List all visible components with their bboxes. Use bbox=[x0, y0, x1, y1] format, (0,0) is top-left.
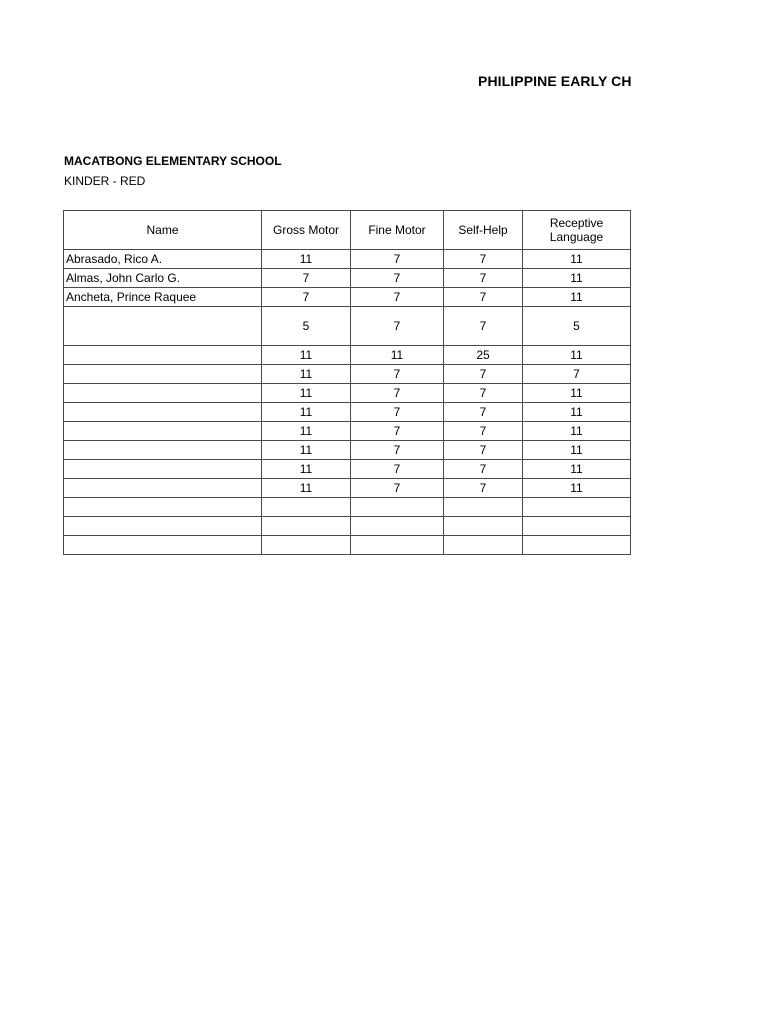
table-body bbox=[64, 250, 631, 555]
cell-receptive-language[interactable]: 11 bbox=[523, 422, 631, 441]
cell-receptive-language[interactable]: 11 bbox=[523, 403, 631, 422]
cell-self-help[interactable]: 7 bbox=[444, 288, 523, 307]
cell-fine-motor[interactable]: 7 bbox=[351, 479, 444, 498]
cell-name[interactable] bbox=[64, 517, 262, 536]
cell-self-help[interactable]: 7 bbox=[444, 250, 523, 269]
table-row bbox=[64, 422, 631, 441]
cell-name[interactable]: Abrasado, Rico A. bbox=[64, 250, 262, 269]
cell-self-help[interactable] bbox=[444, 498, 523, 517]
cell-gross-motor[interactable]: 11 bbox=[262, 365, 351, 384]
table-row bbox=[64, 403, 631, 422]
header-receptive-language: Receptive Language bbox=[523, 211, 631, 250]
cell-receptive-language[interactable]: 11 bbox=[523, 384, 631, 403]
table-row bbox=[64, 307, 631, 346]
cell-self-help[interactable]: 7 bbox=[444, 422, 523, 441]
cell-name[interactable]: Almas, John Carlo G. bbox=[64, 269, 262, 288]
cell-name[interactable] bbox=[64, 441, 262, 460]
cell-fine-motor[interactable]: 7 bbox=[351, 460, 444, 479]
cell-name[interactable] bbox=[64, 422, 262, 441]
table-row bbox=[64, 365, 631, 384]
table-row bbox=[64, 441, 631, 460]
cell-name[interactable] bbox=[64, 536, 262, 555]
cell-gross-motor[interactable]: 11 bbox=[262, 384, 351, 403]
cell-name[interactable]: Ancheta, Prince Raquee bbox=[64, 288, 262, 307]
cell-self-help[interactable]: 7 bbox=[444, 441, 523, 460]
table-row bbox=[64, 250, 631, 269]
cell-self-help[interactable]: 7 bbox=[444, 365, 523, 384]
header-self-help: Self-Help bbox=[444, 211, 523, 250]
cell-self-help[interactable] bbox=[444, 517, 523, 536]
cell-gross-motor[interactable]: 11 bbox=[262, 403, 351, 422]
cell-gross-motor[interactable]: 5 bbox=[262, 307, 351, 346]
cell-receptive-language[interactable]: 11 bbox=[523, 250, 631, 269]
cell-self-help[interactable] bbox=[444, 536, 523, 555]
cell-self-help[interactable]: 7 bbox=[444, 479, 523, 498]
cell-gross-motor[interactable]: 11 bbox=[262, 460, 351, 479]
cell-gross-motor[interactable]: 7 bbox=[262, 269, 351, 288]
scores-table bbox=[63, 210, 631, 555]
cell-gross-motor[interactable]: 11 bbox=[262, 422, 351, 441]
cell-gross-motor[interactable] bbox=[262, 517, 351, 536]
school-name: MACATBONG ELEMENTARY SCHOOL bbox=[64, 154, 282, 168]
cell-self-help[interactable]: 7 bbox=[444, 307, 523, 346]
table-row bbox=[64, 479, 631, 498]
header-gross-motor: Gross Motor bbox=[262, 211, 351, 250]
cell-name[interactable] bbox=[64, 365, 262, 384]
cell-gross-motor[interactable]: 7 bbox=[262, 288, 351, 307]
cell-fine-motor[interactable]: 7 bbox=[351, 441, 444, 460]
cell-receptive-language[interactable]: 11 bbox=[523, 288, 631, 307]
cell-fine-motor[interactable]: 7 bbox=[351, 250, 444, 269]
cell-fine-motor[interactable] bbox=[351, 536, 444, 555]
cell-receptive-language[interactable] bbox=[523, 517, 631, 536]
cell-self-help[interactable]: 7 bbox=[444, 460, 523, 479]
cell-gross-motor[interactable]: 11 bbox=[262, 346, 351, 365]
header-fine-motor: Fine Motor bbox=[351, 211, 444, 250]
cell-receptive-language[interactable] bbox=[523, 536, 631, 555]
table-row bbox=[64, 288, 631, 307]
cell-name[interactable] bbox=[64, 403, 262, 422]
cell-fine-motor[interactable]: 7 bbox=[351, 384, 444, 403]
cell-fine-motor[interactable]: 7 bbox=[351, 307, 444, 346]
table-row bbox=[64, 269, 631, 288]
cell-fine-motor[interactable] bbox=[351, 517, 444, 536]
cell-receptive-language[interactable]: 7 bbox=[523, 365, 631, 384]
cell-fine-motor[interactable]: 7 bbox=[351, 422, 444, 441]
table-row bbox=[64, 498, 631, 517]
cell-receptive-language[interactable]: 11 bbox=[523, 460, 631, 479]
cell-fine-motor[interactable] bbox=[351, 498, 444, 517]
cell-receptive-language[interactable]: 5 bbox=[523, 307, 631, 346]
header-name: Name bbox=[64, 211, 262, 250]
table-row bbox=[64, 346, 631, 365]
cell-name[interactable] bbox=[64, 460, 262, 479]
cell-gross-motor[interactable]: 11 bbox=[262, 441, 351, 460]
cell-name[interactable] bbox=[64, 498, 262, 517]
cell-self-help[interactable]: 7 bbox=[444, 269, 523, 288]
page-title: PHILIPPINE EARLY CH bbox=[478, 73, 632, 89]
table-row bbox=[64, 536, 631, 555]
table-row bbox=[64, 384, 631, 403]
cell-gross-motor[interactable]: 11 bbox=[262, 250, 351, 269]
cell-fine-motor[interactable]: 11 bbox=[351, 346, 444, 365]
cell-receptive-language[interactable]: 11 bbox=[523, 479, 631, 498]
cell-self-help[interactable]: 7 bbox=[444, 403, 523, 422]
cell-self-help[interactable]: 7 bbox=[444, 384, 523, 403]
class-section: KINDER - RED bbox=[64, 174, 146, 188]
cell-receptive-language[interactable]: 11 bbox=[523, 269, 631, 288]
cell-fine-motor[interactable]: 7 bbox=[351, 365, 444, 384]
cell-receptive-language[interactable]: 11 bbox=[523, 441, 631, 460]
cell-fine-motor[interactable]: 7 bbox=[351, 288, 444, 307]
cell-fine-motor[interactable]: 7 bbox=[351, 403, 444, 422]
cell-fine-motor[interactable]: 7 bbox=[351, 269, 444, 288]
cell-gross-motor[interactable] bbox=[262, 536, 351, 555]
cell-gross-motor[interactable]: 11 bbox=[262, 479, 351, 498]
table-row bbox=[64, 517, 631, 536]
cell-name[interactable] bbox=[64, 307, 262, 346]
table-row bbox=[64, 460, 631, 479]
table-header-row bbox=[64, 211, 631, 250]
cell-name[interactable] bbox=[64, 346, 262, 365]
cell-name[interactable] bbox=[64, 384, 262, 403]
cell-name[interactable] bbox=[64, 479, 262, 498]
cell-receptive-language[interactable] bbox=[523, 498, 631, 517]
cell-self-help[interactable]: 25 bbox=[444, 346, 523, 365]
cell-gross-motor[interactable] bbox=[262, 498, 351, 517]
cell-receptive-language[interactable]: 11 bbox=[523, 346, 631, 365]
